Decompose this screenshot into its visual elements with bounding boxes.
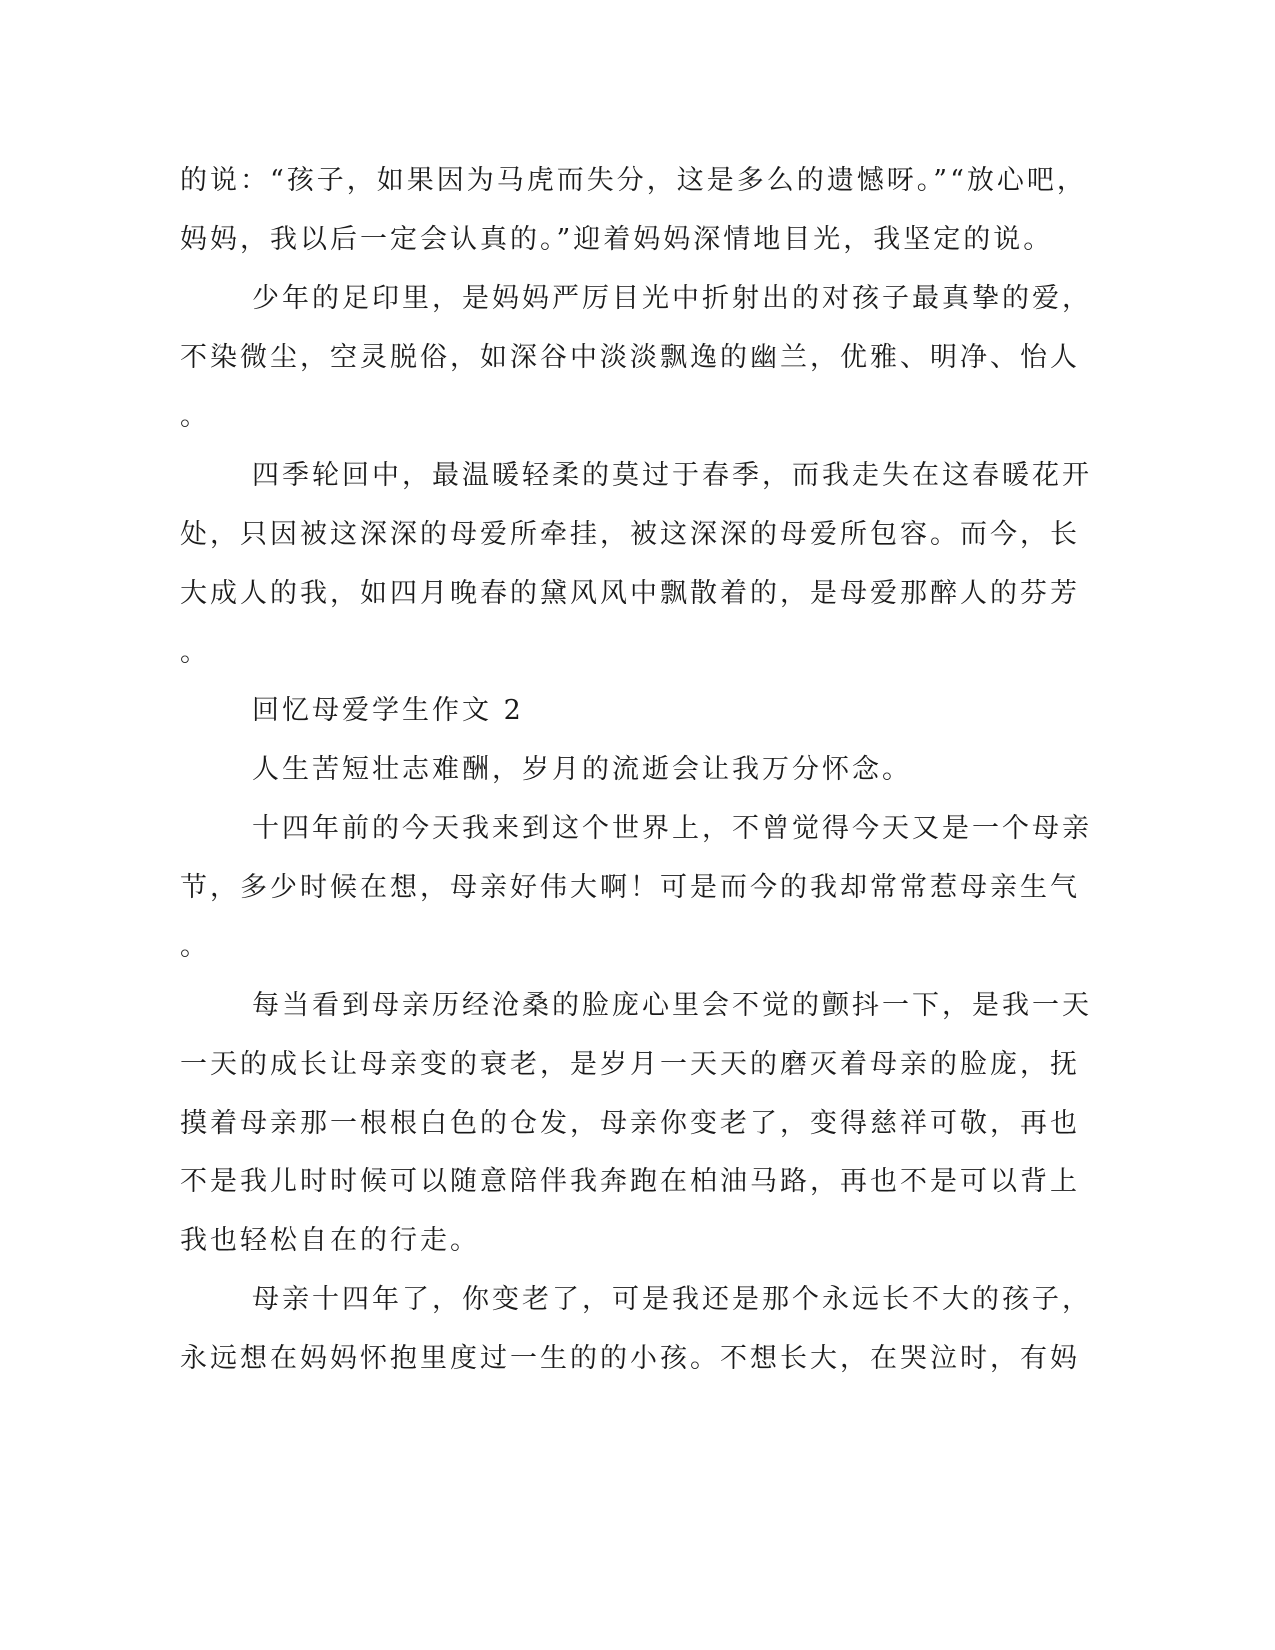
text-line-2: 妈妈，我以后一定会认真的。”迎着妈妈深情地目光，我坚定的说。 [180, 224, 1054, 255]
text-line-5: 。 [180, 401, 210, 432]
text-line-18: 不是我儿时时候可以随意陪伴我奔跑在柏油马路，再也不是可以背上 [180, 1166, 1080, 1197]
text-line-16: 一天的成长让母亲变的衰老，是岁月一天天的磨灭着母亲的脸庞，抚 [180, 1049, 1080, 1080]
text-line-12: 十四年前的今天我来到这个世界上，不曾觉得今天又是一个母亲 [252, 813, 1092, 844]
section-heading: 回忆母爱学生作文 2 [252, 695, 524, 726]
text-line-17: 摸着母亲那一根根白色的仓发，母亲你变老了，变得慈祥可敬，再也 [180, 1108, 1080, 1139]
text-line-11: 人生苦短壮志难酬，岁月的流逝会让我万分怀念。 [252, 754, 912, 785]
text-line-6: 四季轮回中，最温暖轻柔的莫过于春季，而我走失在这春暖花开 [252, 460, 1092, 491]
text-line-1: 的说：“孩子，如果因为马虎而失分，这是多么的遗憾呀。”“放心吧， [180, 165, 1087, 196]
text-line-7: 处，只因被这深深的母爱所牵挂，被这深深的母爱所包容。而今，长 [180, 519, 1080, 550]
text-line-15: 每当看到母亲历经沧桑的脸庞心里会不觉的颤抖一下，是我一天 [252, 990, 1092, 1021]
text-line-21: 永远想在妈妈怀抱里度过一生的的小孩。不想长大，在哭泣时，有妈 [180, 1343, 1080, 1374]
text-line-9: 。 [180, 637, 210, 668]
text-line-4: 不染微尘，空灵脱俗，如深谷中淡淡飘逸的幽兰，优雅、明净、怡人 [180, 342, 1080, 373]
text-line-8: 大成人的我，如四月晚春的黛风风中飘散着的，是母爱那醉人的芬芳 [180, 578, 1080, 609]
text-line-20: 母亲十四年了，你变老了，可是我还是那个永远长不大的孩子， [252, 1284, 1092, 1315]
text-line-3: 少年的足印里，是妈妈严厉目光中折射出的对孩子最真挚的爱， [252, 283, 1092, 314]
text-line-14: 。 [180, 931, 210, 962]
text-line-13: 节，多少时候在想，母亲好伟大啊！可是而今的我却常常惹母亲生气 [180, 872, 1080, 903]
text-line-19: 我也轻松自在的行走。 [180, 1225, 480, 1256]
